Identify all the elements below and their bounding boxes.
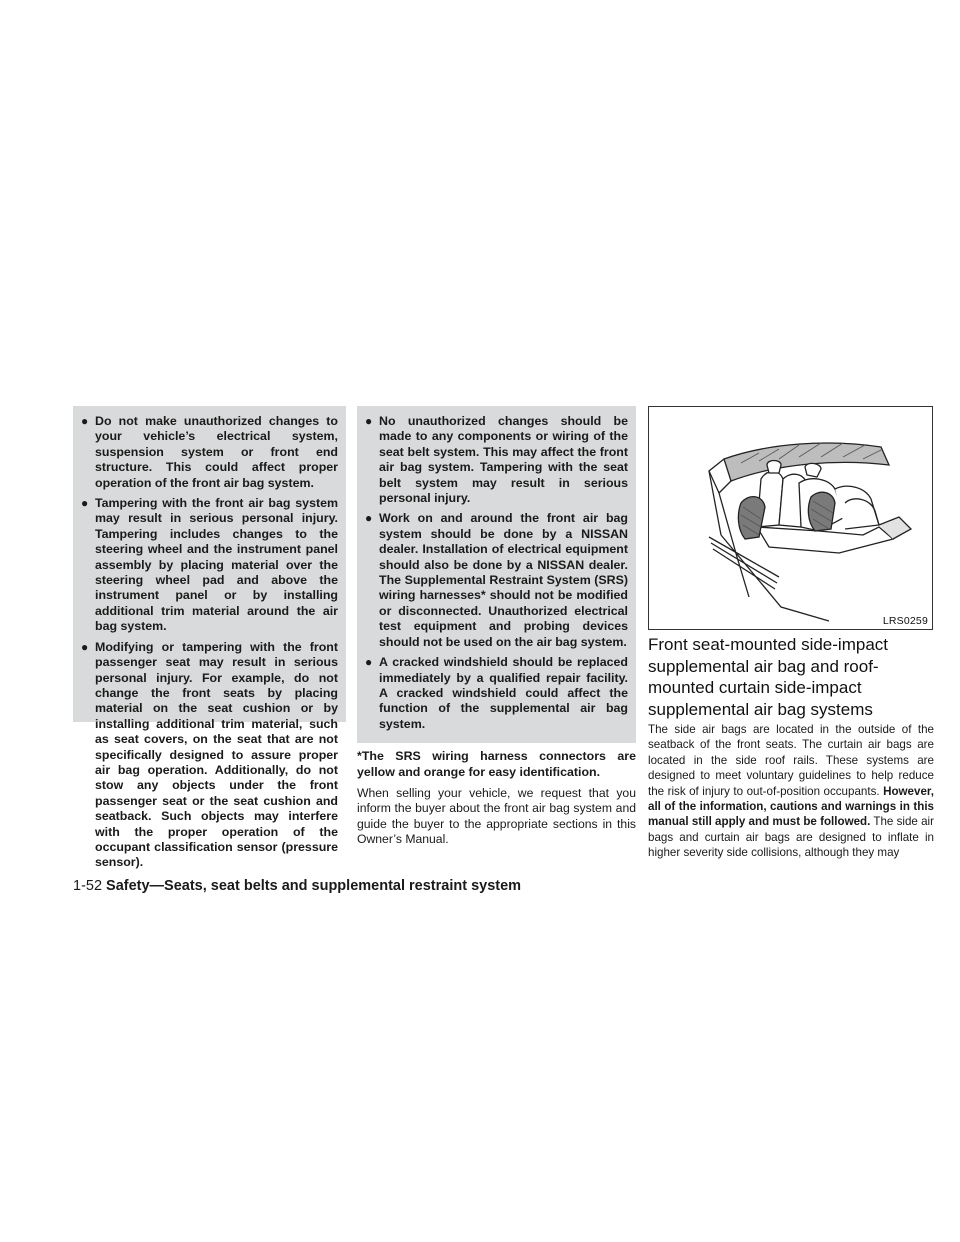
figure-label: LRS0259 [882,615,928,627]
bullet-icon: ● [81,639,89,654]
section-body-bold: However, all of the information, cautions and warnings in this manual still apply and must be followed. [648,784,934,829]
bullet-icon: ● [365,655,373,670]
footer-section-title: Safety—Seats, seat belts and supplemental restraint system [106,878,522,894]
selling-paragraph: When selling your vehicle, we request that you inform the buyer about the front air bag system and guide the buyer to the appropriate sections in this Owner’s Manual. [357,785,636,847]
warning-text: A cracked windshield should be replaced immediately by a qualified repair facility. A cracked windshield could affect the function of the supplemental air bag system. [379,655,628,731]
middle-column [357,406,636,848]
warning-box-left [73,406,346,870]
bullet-icon: ● [81,414,89,428]
warning-text: Tampering with the front air bag system may result in serious personal injury. Tampering includes changes to the steering wheel and the instrument panel assembly by placing material over the steering wheel pad and above the instrument panel or by installing additional trim material around the air bag system. [95,496,338,634]
section-body-text: The side air bags are located in the outside of the seatback of the front seats. The curtain air bags are located in the side roof rails. These systems are designed to meet voluntary guidelines to help reduce the risk of injury to out-of-position occupants. [648,723,934,798]
bullet-icon: ● [365,511,373,526]
warning-item [365,511,628,650]
warning-text: Work on and around the front air bag system should be done by a NISSAN dealer. Installation of electrical equipment should also be done by a NISSAN dealer. The Supplemental Restraint System (SRS) wiring harnesses* should not be modified or disconnected. Unauthorized electrical test equipment and probing devices should not be used on the air bag system. [379,511,628,649]
section-heading: Front seat-mounted side-impact supplemental air bag and roof-mounted curtain side-impact supplemental air bag systems [648,635,888,719]
warning-text: Do not make unauthorized changes to your vehicle’s electrical system, suspension system or front end structure. This could affect proper operation of the front air bag system. [95,414,338,490]
page-number: 1-52 [73,878,103,894]
warning-item [81,496,338,635]
warning-item [365,414,628,506]
seat-airbag-illustration [649,407,932,629]
warning-text: Modifying or tampering with the front passenger seat may result in serious personal injury. For example, do not change the front seats by placing material on the seat cushion or by installing additional trim material, such as seat covers, on the seat that are not specifically designed to assure proper air bag operation. Additionally, do not stow any objects under the front passenger seat or the seat cushion and seatback. Such objects may interfere with the proper operation of the occupant classification sensor (pressure sensor). [95,639,338,870]
warning-item [365,655,628,732]
section-body-text-cont: The side air bags and curtain air bags are designed to inflate in higher severity side collisions, although they may [648,815,934,860]
side-airbag-figure [648,406,933,630]
srs-connector-note: *The SRS wiring harness connectors are yellow and orange for easy identification. [357,749,636,779]
page-footer [73,878,521,894]
bullet-icon: ● [81,496,89,511]
warning-item [81,414,338,491]
bullet-icon: ● [365,414,373,428]
warning-box-middle [357,406,636,743]
section-body [648,722,934,861]
warning-text: No unauthorized changes should be made to any components or wiring of the seat belt system. This may affect the front air bag system. Tampering with the seat belt system may result in serious personal injury. [379,414,628,506]
warning-item [81,640,338,871]
